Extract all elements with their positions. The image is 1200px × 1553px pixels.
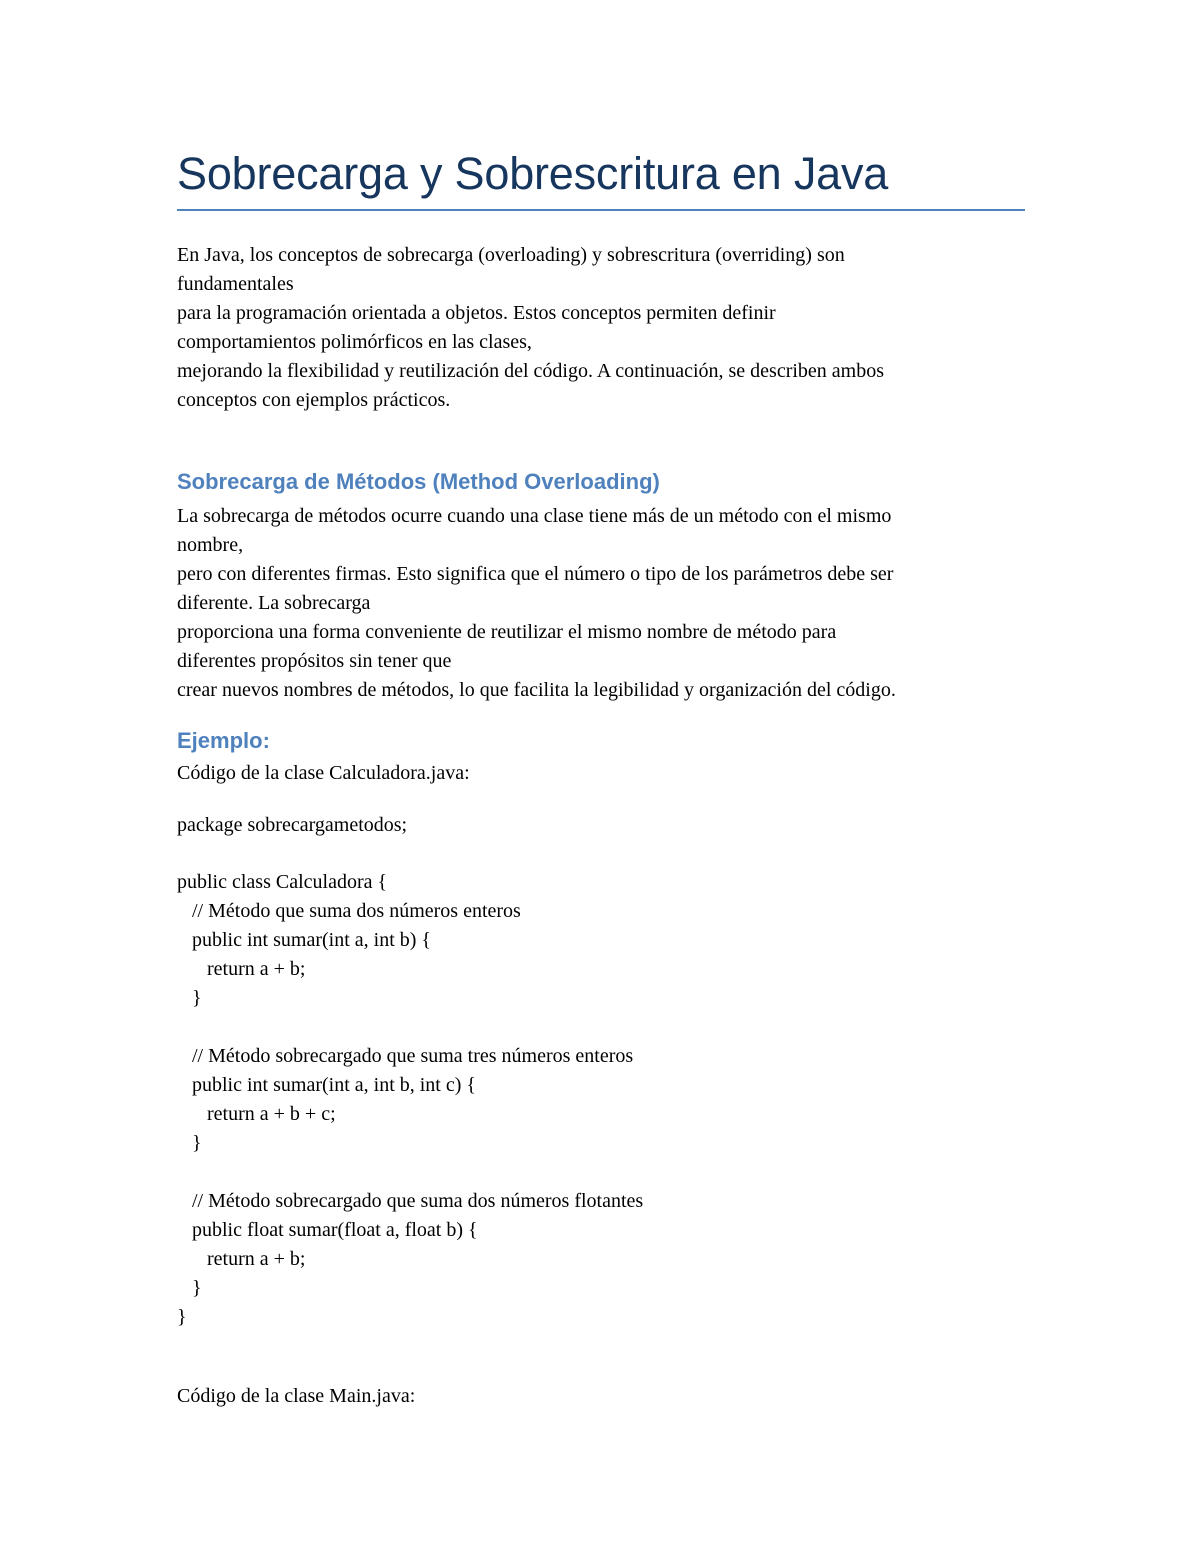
caption-line: Código de la clase Calculadora.java:: [177, 762, 470, 784]
code-line: }: [177, 987, 202, 1009]
intro-line: En Java, los conceptos de sobrecarga (overloading) y sobrescritura (overriding) son: [177, 244, 845, 266]
overloading-line: diferente. La sobrecarga: [177, 592, 371, 614]
code-line: }: [177, 1132, 202, 1154]
overloading-line: nombre,: [177, 534, 244, 556]
intro-line: comportamientos polimórficos en las clases,: [177, 331, 532, 353]
code-line: [177, 1158, 1025, 1187]
code-line: return a + b;: [177, 1248, 306, 1270]
section-heading-overloading: Sobrecarga de Métodos (Method Overloading): [177, 469, 660, 494]
intro-paragraph: [177, 241, 1025, 415]
code-line: return a + b;: [177, 958, 306, 980]
package-declaration: [177, 811, 1025, 840]
overloading-line: diferentes propósitos sin tener que: [177, 650, 452, 672]
code-line: package sobrecargametodos;: [177, 814, 408, 836]
code-line: return a + b + c;: [177, 1103, 336, 1125]
overloading-line: crear nuevos nombres de métodos, lo que facilita la legibilidad y organización del código.: [177, 679, 896, 701]
code-block-calculadora: [177, 868, 1025, 1332]
overloading-line: pero con diferentes firmas. Esto significa que el número o tipo de los parámetros debe ser: [177, 563, 894, 585]
code-line: }: [177, 1306, 187, 1328]
calculadora-caption: [177, 759, 1025, 788]
code-line: public class Calculadora {: [177, 871, 388, 893]
caption-line: Código de la clase Main.java:: [177, 1385, 416, 1407]
code-line: // Método sobrecargado que suma dos números flotantes: [177, 1190, 644, 1212]
intro-line: fundamentales: [177, 273, 294, 295]
document-title: Sobrecarga y Sobrescritura en Java: [177, 148, 889, 199]
code-line: }: [177, 1277, 202, 1299]
code-line: // Método sobrecargado que suma tres números enteros: [177, 1045, 634, 1067]
intro-line: para la programación orientada a objetos. Estos conceptos permiten definir: [177, 302, 776, 324]
example-heading: Ejemplo:: [177, 728, 270, 753]
code-line: // Método que suma dos números enteros: [177, 900, 521, 922]
code-line: public float sumar(float a, float b) {: [177, 1219, 478, 1241]
overloading-line: proporciona una forma conveniente de reutilizar el mismo nombre de método para: [177, 621, 837, 643]
code-line: public int sumar(int a, int b, int c) {: [177, 1074, 476, 1096]
code-line: [177, 1013, 1025, 1042]
code-line: public int sumar(int a, int b) {: [177, 929, 432, 951]
main-caption: [177, 1382, 1025, 1411]
intro-line: conceptos con ejemplos prácticos.: [177, 389, 451, 411]
overloading-paragraph: [177, 502, 1025, 705]
intro-line: mejorando la flexibilidad y reutilización del código. A continuación, se describen ambos: [177, 360, 885, 382]
overloading-line: La sobrecarga de métodos ocurre cuando una clase tiene más de un método con el mismo: [177, 505, 892, 527]
title-underline: [177, 209, 1025, 211]
